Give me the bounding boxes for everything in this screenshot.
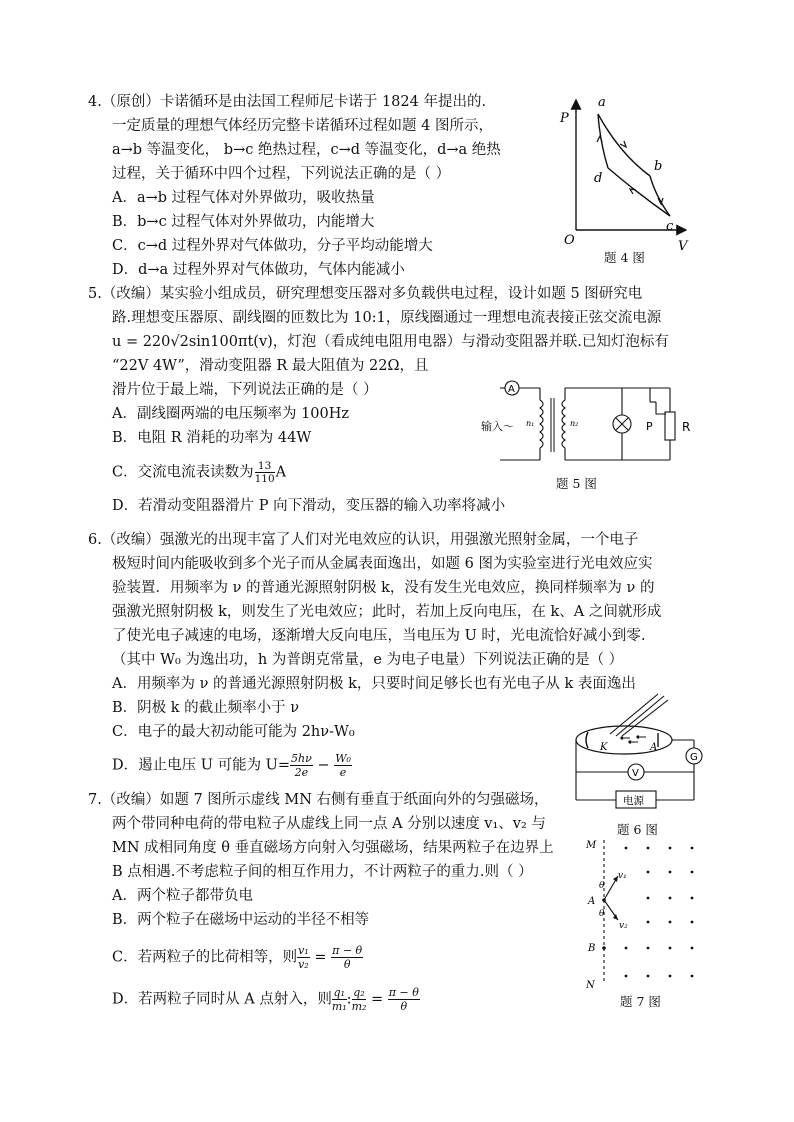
q4-option-d: D．d→a 过程外界对气体做功，气体内能减小 [112, 262, 405, 278]
rheostat-r-label: R [682, 420, 691, 434]
q6-f1-den: 2e [294, 766, 309, 779]
label-theta-1: θ [599, 881, 605, 891]
voltmeter-label: V [632, 768, 639, 779]
label-v1: v₁ [618, 871, 627, 881]
q7-frac-v1: v₁ [298, 944, 309, 957]
q7-frac-q2-den: m₂ [351, 1000, 367, 1013]
q6-option-d-fraction-2 [334, 752, 352, 779]
q6-option-d-fraction-1 [290, 752, 313, 779]
label-a: A [588, 896, 596, 907]
cathode-k [586, 732, 588, 748]
q7-eq-c: = [309, 949, 332, 966]
q7-frac-pi-d-den: θ [400, 1000, 408, 1013]
q6-line-6: （其中 W₀ 为逸出功，h 为普朗克常量，e 为电子电量）下列说法正确的是（ ） [112, 652, 624, 668]
q5-option-a: A．副线圈两端的电压频率为 100Hz [112, 406, 350, 422]
q7-frac-v2: v₂ [298, 958, 309, 971]
q7-frac-q2 [352, 986, 367, 1013]
q4-option-c: C．c→d 过程外界对气体做功，分子平均动能增大 [112, 238, 433, 254]
q7-option-d-text: D．若两粒子同时从 A 点射入，则 [112, 991, 332, 1008]
q7-colon: : [346, 991, 352, 1008]
q7-frac-pi-c-den: θ [343, 958, 351, 971]
curve-ab [598, 114, 650, 176]
q6-option-a: A．用频率为 ν 的普通光源照射阴极 k，只要时间足够长也有光电子从 k 表面逸出 [112, 676, 636, 692]
q4-option-a: A．a→b 过程气体对外界做功，吸收热量 [112, 190, 375, 206]
q6-f1-num: 5hν [291, 752, 312, 765]
q7-frac-q2-num: q₂ [353, 986, 365, 999]
q6-line-2: 极短时间内能吸收到多个光子而从金属表面逸出，如题 6 图为实验室进行光电效应实 [112, 556, 653, 572]
q5-figure-caption: 题 5 图 [556, 476, 597, 491]
field-dots [625, 847, 694, 978]
q5-frac-den: 110 [254, 473, 275, 485]
point-c: c [666, 219, 674, 234]
q4-line-2: 一定质量的理想气体经历完整卡诺循环过程如题 4 图所示， [112, 118, 493, 134]
label-b: B [588, 943, 596, 954]
q5-option-c-unit: A [275, 464, 287, 481]
q6-minus: − [312, 757, 335, 774]
q4-line-1: 4.（原创）卡诺循环是由法国工程师尼卡诺于 1824 年提出的. [88, 94, 487, 110]
q7-option-a: A．两个粒子都带负电 [112, 888, 253, 904]
curve-bc [650, 176, 670, 216]
q7-line-2: 两个带同种电荷的带电粒子从虚线上同一点 A 分别以速度 v₁、v₂ 与 [112, 816, 546, 832]
q5-line-4: “22V 4W”，滑动变阻器 R 最大阻值为 22Ω，且 [112, 358, 429, 374]
q7-option-b: B．两个粒子在磁场中运动的半径不相等 [112, 912, 370, 928]
q7-figure-magnetic-field [582, 836, 712, 990]
q7-frac-pi-c-num: π − θ [332, 944, 363, 957]
rheostat-icon [665, 412, 675, 440]
primary-coil [540, 400, 543, 448]
q7-option-c-text: C．若两粒子的比荷相等，则 [112, 949, 298, 966]
point-d: d [594, 171, 603, 186]
q5-option-c [112, 460, 286, 485]
q6-option-b: B．阴极 k 的截止频率小于 ν [112, 700, 300, 716]
q7-frac-pi-c [331, 944, 363, 971]
q5-option-b: B．电阻 R 消耗的功率为 44W [112, 430, 312, 446]
point-b-dot [602, 946, 606, 950]
point-a: a [598, 95, 606, 110]
q6-figure-caption: 题 6 图 [617, 822, 658, 837]
q7-line-1: 7.（改编）如题 7 图所示虚线 MN 右侧有垂直于纸面向外的匀强磁场， [88, 792, 549, 808]
q6-line-1: 6.（改编）强激光的出现丰富了人们对光电效应的认识，用强激光照射金属，一个电子 [88, 532, 639, 548]
v-axis-label: V [678, 239, 688, 254]
q4-figure-caption: 题 4 图 [604, 250, 645, 265]
q6-line-5: 了使光电子减速的电场，逐渐增大反向电压，当电压为 U 时，光电流恰好减小到零. [112, 628, 646, 644]
q7-frac-v [297, 944, 310, 971]
q4-figure-pv-diagram [558, 92, 698, 272]
q7-option-c [112, 944, 363, 971]
ammeter-label: A [508, 384, 515, 395]
q6-line-4: 强激光照射阴极 k，则发生了光电效应；此时，若加上反向电压，在 k、A 之间就形成 [112, 604, 662, 620]
q6-f2-den: e [339, 766, 347, 779]
q5-line-3: u = 220√2sin100πt(v)，灯泡（看成纯电阻用电器）与滑动变阻器并联.已知灯泡标有 [112, 334, 669, 350]
q7-frac-q1-den: m₁ [331, 1000, 347, 1013]
q5-input-label: 输入～ [481, 420, 514, 433]
p-axis-label: P [560, 111, 569, 126]
q6-option-d [112, 752, 352, 779]
q7-frac-q1-num: q₁ [333, 986, 345, 999]
q6-option-c: C．电子的最大初动能可能为 2hν-W₀ [112, 724, 355, 740]
label-v2: v₂ [619, 921, 628, 931]
label-theta-2: θ [599, 909, 605, 919]
q5-line-2: 路.理想变压器原、副线圈的匝数比为 10:1，原线圈通过一理想电流表接正弦交流电源 [112, 310, 662, 326]
n2-label: n₂ [570, 419, 579, 428]
q7-frac-pi-d [388, 986, 420, 1013]
q5-option-c-text: C．交流电流表读数为 [112, 464, 254, 481]
power-supply-label: 电源 [623, 795, 644, 807]
q5-line-5: 滑片位于最上端，下列说法正确的是（ ） [112, 382, 378, 398]
q4-option-b: B．b→c 过程气体对外界做功，内能增大 [112, 214, 375, 230]
q5-option-c-fraction [255, 460, 275, 485]
q7-option-d [112, 986, 420, 1013]
cathode-k-label: K [600, 742, 608, 753]
q7-figure-caption: 题 7 图 [620, 994, 661, 1009]
q7-eq-d: = [366, 991, 388, 1008]
q5-option-d: D．若滑动变阻器滑片 P 向下滑动，变压器的输入功率将减小 [112, 498, 506, 514]
slider-p-label: P [646, 420, 653, 433]
point-b: b [654, 159, 663, 174]
q5-line-1: 5.（改编）某实验小组成员，研究理想变压器对多负载供电过程，设计如题 5 图研究电 [88, 286, 643, 302]
anode-a-label: A [650, 742, 658, 753]
q6-figure-photoelectric-apparatus [568, 690, 714, 822]
secondary-coil [562, 400, 565, 448]
q6-option-d-text: D．遏止电压 U 可能为 U= [112, 757, 291, 774]
q7-frac-pi-d-num: π − θ [388, 986, 419, 999]
label-n: N [586, 980, 595, 990]
q7-frac-q1 [332, 986, 347, 1013]
origin-label: O [564, 233, 575, 248]
q7-line-3: MN 成相同角度 θ 垂直磁场方向射入匀强磁场，结果两粒子在边界上 [112, 840, 554, 856]
q6-line-3: 验装置．用频率为 ν 的普通光源照射阴极 k，没有发生光电效应，换同样频率为 ν 的 [112, 580, 655, 596]
n1-label: n₁ [526, 419, 535, 428]
label-m: M [586, 840, 597, 851]
q4-line-3: a→b 等温变化， b→c 绝热过程，c→d 等温变化，d→a 绝热 [112, 142, 501, 158]
curve-cd [608, 168, 670, 216]
q4-line-4: 过程，关于循环中四个过程，下列说法正确的是（ ） [112, 166, 451, 182]
q5-frac-num: 13 [255, 460, 275, 473]
q6-f2-num: W₀ [335, 752, 351, 765]
q7-line-4: B 点相遇.不考虑粒子间的相互作用力，不计两粒子的重力.则（ ） [112, 864, 533, 880]
galvanometer-label: G [690, 752, 698, 763]
